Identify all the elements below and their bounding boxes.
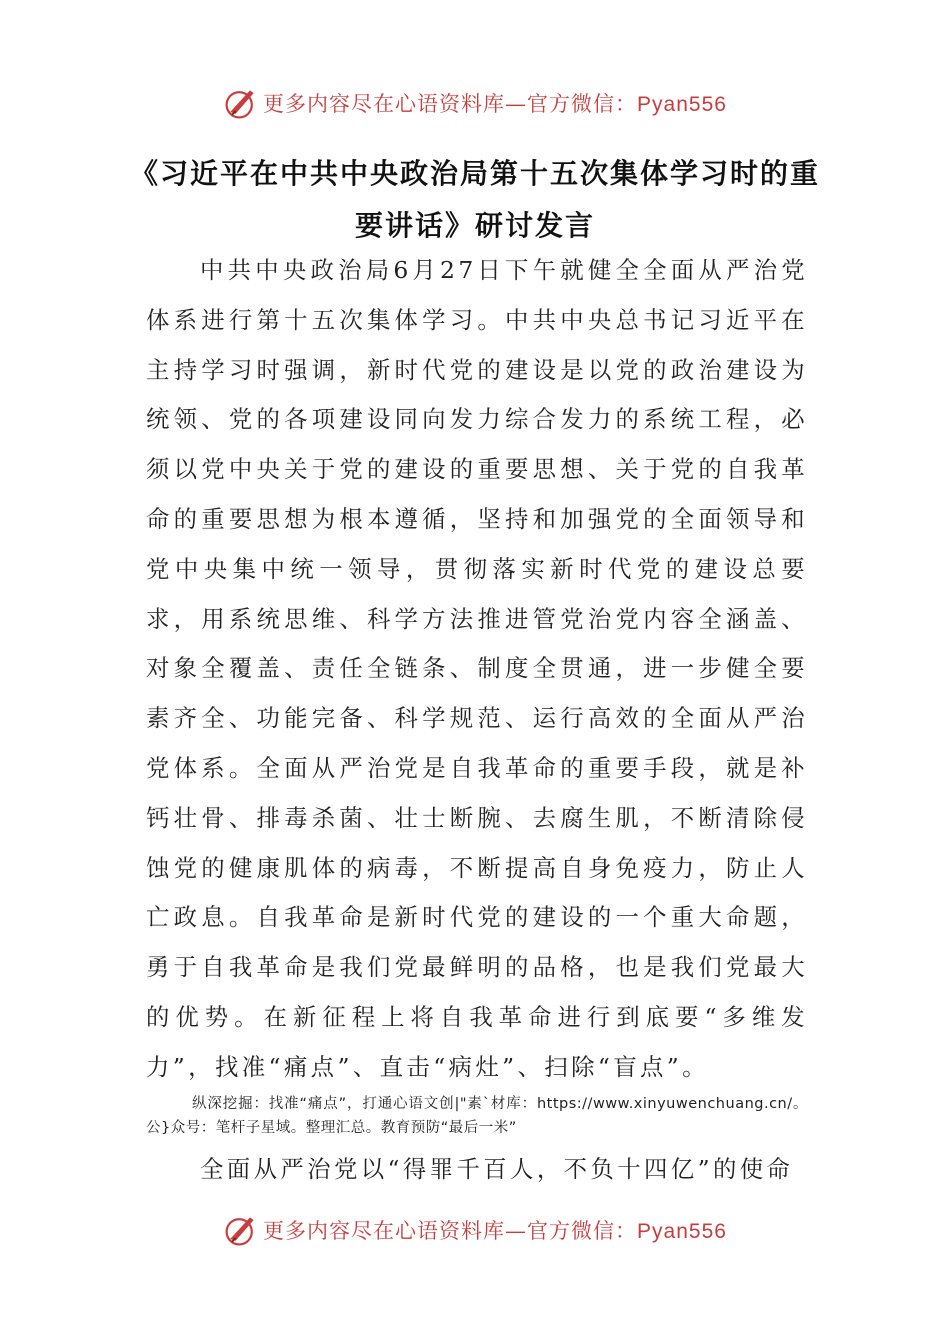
- header-banner-text: 更多内容尽在心语资料库—官方微信：Pyan556: [263, 92, 727, 116]
- quill-pen-logo-icon: [223, 85, 259, 121]
- footer-banner: [0, 1210, 950, 1250]
- document-title: 《习近平在中共中央政治局第十五次集体学习时的重要讲话》研讨发言: [130, 157, 821, 242]
- source-note: 纵深挖掘：找准“痛点”，打通心语文创|"素`材库：https://www.xinyuwenchuang.cn/。公}众号：笔杆子星域。整理汇总。教育预防“最后一米”: [146, 1096, 808, 1136]
- footer-wechat-id: Pyan556: [637, 1220, 727, 1243]
- body-paragraph-1: 中共中央政治局6月27日下午就健全全面从严治党体系进行第十五次集体学习。中共中央总书记习近平在主持学习时强调，新时代党的建设是以党的政治建设为统领、党的各项建设同向发力综合发力的系统工程，必须以党中央关于党的建设的重要思想、关于党的自我革命的重要思想为根本遵循，坚持和加强党的全面领导和党中央集中统一领导，贯彻落实新时代党的建设总要求，用系统思维、科学方法推进管党治党内容全涵盖、对象全覆盖、责任全链条、制度全贯通，进一步健全要素齐全、功能完备、科学规范、运行高效的全面从严治党体系。全面从严治党是自我革命的重要手段，就是补钙壮骨、排毒杀菌、壮士断腕、去腐生肌，不断清除侵蚀党的健康肌体的病毒，不断提高自身免疫力，防止人亡政息。自我革命是新时代党的建设的一个重大命题，勇于自我革命是我们党最鲜明的品格，也是我们党最大的优势。在新征程上将自我革命进行到底要“多维发力”，找准“痛点”、直击“病灶”、扫除“盲点”。: [146, 256, 808, 1081]
- quill-pen-logo-icon: [223, 1212, 259, 1248]
- footer-banner-text: 更多内容尽在心语资料库—官方微信：Pyan556: [263, 1219, 727, 1243]
- header-wechat-id: Pyan556: [637, 93, 727, 116]
- header-banner: [0, 83, 950, 123]
- body-paragraph-2: 全面从严治党以“得罪千百人，不负十四亿”的使命: [200, 1155, 794, 1183]
